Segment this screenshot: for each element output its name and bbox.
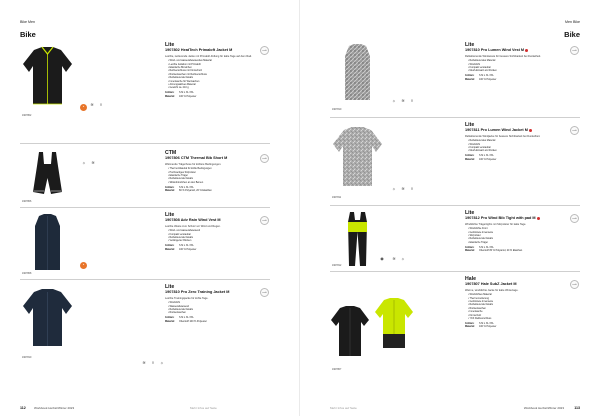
product-brand: Lite [465, 122, 475, 128]
right-category-title: Bike [564, 30, 580, 39]
meta-value: 100 % Polyester [179, 247, 197, 251]
water-drop-icon: ◊ [411, 98, 413, 103]
bullet: • Thermo-Isolierung [468, 297, 570, 300]
product-code: 1907802 [22, 114, 32, 117]
meta-value: S M L XL XXL [179, 244, 194, 248]
left-page-number: 112 [20, 406, 26, 410]
product-meta [165, 244, 270, 251]
product-name: 1907808 Adv Rain Wind Vest M [165, 218, 221, 222]
product-brand: Lite [165, 42, 175, 48]
bullet: • Elastische Bündchen [168, 66, 270, 69]
right-center-note: Mehr Infos auf Seite [330, 406, 357, 410]
product-image-alt [374, 294, 414, 354]
product-image [330, 210, 385, 268]
pad-icon: ◉ [380, 256, 384, 261]
product-code: 1907811 [332, 196, 342, 199]
water-drop-icon: ◊ [152, 360, 154, 365]
brand-logo: craft [260, 288, 269, 297]
meta-label: Größen: [165, 316, 175, 320]
bullet: • Wind- und wasserabweisend [168, 229, 270, 232]
bullet: • Reflektierende Details [168, 177, 270, 180]
product-code: 1907808 [22, 272, 32, 275]
product-brand: Hale [465, 276, 476, 282]
meta-label: Größen: [165, 244, 175, 248]
product-image-main [330, 302, 370, 362]
right-product-4 [330, 276, 580, 386]
meta-label: Material: [165, 319, 175, 323]
meta-value: S M L XL XXL [479, 74, 494, 78]
product-name [465, 216, 570, 221]
bullet: • Gewicht ca. 210 g [168, 86, 270, 89]
product-desc: Warme, winddichte Jacke für kalte Wintertage. [465, 289, 519, 292]
product-meta [165, 316, 270, 323]
left-product-2 [20, 150, 270, 208]
reflect-icon: ☼ [392, 186, 396, 191]
meta-value: S M L XL XXL [179, 185, 194, 189]
left-category-title: Bike [20, 30, 36, 39]
bullet: • Winddicht [168, 301, 270, 304]
wind-icon: ≋ [392, 256, 396, 261]
right-product-3 [330, 210, 580, 272]
bullet: • Rückentaschen [468, 307, 570, 310]
meta-value: Oberstoff 80 % Polyamid, 20 % Elasthan [479, 249, 523, 253]
meta-label: Größen: [465, 154, 475, 158]
bullet: • Kompakt verstaubar [468, 146, 570, 149]
new-icon [525, 49, 528, 52]
meta-value: S M L XL XXL [479, 245, 494, 249]
product-brand: CTM [165, 150, 177, 156]
bullet: • Reflektierende Details [468, 237, 570, 240]
product-text [465, 122, 570, 161]
meta-label: Material: [165, 189, 175, 193]
bullet: • Reflektierende Details [168, 76, 270, 79]
bullet: • Wasserabweisend [168, 305, 270, 308]
brand-logo: craft [260, 154, 269, 163]
bullet: • Mesh-Einsatz am Rücken [468, 69, 570, 72]
product-bullets [465, 293, 570, 320]
bullet: • Kompakt verstaubar [468, 66, 570, 69]
brand-logo: craft [260, 216, 269, 225]
bullet: • Elastische Träger [168, 174, 270, 177]
product-name: 1907806 CTM Thermal Bib Short M [165, 156, 228, 160]
bullet: • Rückentaschen [168, 311, 270, 314]
product-desc: Leichte Weste zum Schutz vor Wind und Regen. [165, 225, 221, 228]
product-bullets [465, 227, 570, 244]
bullet: • Innentasche für Wertsachen [168, 80, 270, 83]
left-product-3 [20, 212, 270, 280]
bullet: • Silikonbündchen an den Beinen [168, 181, 270, 184]
product-text [465, 210, 570, 252]
reflect-icon: ☼ [392, 98, 396, 103]
bullet: • Kompakt verstaubar [168, 233, 270, 236]
product-text [165, 212, 270, 251]
meta-value: S M L XL XXL [179, 316, 194, 320]
left-product-1 [20, 42, 270, 144]
meta-label: Material: [465, 157, 475, 161]
reflect-icon: ☼ [160, 360, 164, 365]
bullet: • Wind- und wasserabweisendes Material [168, 59, 270, 62]
product-desc: Wärmende Trägerhose für kühlere Bedingungen. [165, 163, 222, 166]
product-brand: Lite [465, 210, 475, 216]
product-bullets [165, 301, 270, 315]
right-product-2 [330, 122, 580, 206]
meta-value: 100 % Polyester [479, 325, 497, 329]
product-bullets [465, 139, 570, 153]
product-meta [465, 154, 570, 161]
reflect-icon: ☼ [82, 160, 86, 165]
product-image [330, 42, 385, 108]
product-name: 1907807 Hale SubZ Jacket M [465, 282, 517, 286]
bullet: • Thermo-Material für kühle Bedingungen [168, 167, 270, 170]
meta-label: Material: [465, 325, 475, 329]
bullet: • Reflektierende Details [468, 303, 570, 306]
meta-value: 100 % Polyester [179, 94, 197, 98]
product-name-text: 1907812 Pro Wind Bib Tight with pad M [465, 216, 536, 220]
right-footer-text: Workbook Herbst/Winter 2023 [523, 406, 564, 410]
meta-label: Material: [465, 77, 475, 81]
product-image [20, 150, 75, 202]
bullet: • Reflektierendes Material [468, 139, 570, 142]
product-code: 1907807 [332, 368, 342, 371]
brand-logo: craft [570, 214, 579, 223]
bullet: • Kinnschutz [468, 314, 570, 317]
product-text [165, 284, 270, 323]
brand-logo: craft [570, 280, 579, 289]
bullet: • YKK Reißverschluss [468, 317, 570, 320]
water-drop-icon: ◊ [100, 102, 102, 107]
meta-value: S M L XL XXL [479, 321, 494, 325]
feature-badge: ★ [80, 262, 87, 269]
meta-value: 100 % Polyester [479, 157, 497, 161]
water-drop-icon: ◊ [411, 186, 413, 191]
product-brand: Lite [465, 42, 475, 48]
product-image [20, 42, 75, 112]
product-brand: Lite [165, 212, 175, 218]
meta-value: Oberstoff 100 % Polyester [179, 319, 207, 323]
product-bullets [165, 59, 270, 90]
left-center-note: Mehr Infos auf Seite [190, 406, 217, 410]
wind-icon: ≋ [142, 360, 146, 365]
product-meta [165, 91, 270, 98]
bullet: • Leichte Isolation mit Primaloft [168, 63, 270, 66]
brand-logo: craft [570, 46, 579, 55]
meta-value: 100 % Polyester [479, 77, 497, 81]
bullet: • Hochwertiges Sitzpolster [168, 171, 270, 174]
product-brand: Lite [165, 284, 175, 290]
product-text [465, 276, 570, 329]
product-meta [165, 186, 270, 193]
meta-label: Größen: [165, 185, 175, 189]
bullet: • Atmungsaktives Material [168, 83, 270, 86]
meta-label: Größen: [465, 321, 475, 325]
product-name-text: 1907811 Pro Lumen Wind Jacket M [465, 128, 528, 132]
bullet: • Rückentaschen mit Reißverschluss [168, 73, 270, 76]
meta-label: Material: [165, 247, 175, 251]
product-meta [465, 246, 570, 253]
left-footer-text: Workbook Herbst/Winter 2023 [34, 406, 75, 410]
bullet: • Reflektierendes Material [468, 59, 570, 62]
product-name [465, 48, 570, 53]
product-desc: Leichte, isolierende Jacke mit Primaloft-Füllung für kalte Tage auf dem Rad. [165, 55, 252, 58]
product-name-text: 1907810 Pro Lumen Wind Vest M [465, 48, 525, 52]
bullet: • Mesh-Einsatz am Rücken [468, 149, 570, 152]
bullet: • Gebürstete Innenseite [468, 300, 570, 303]
meta-value: 80 % Polyamid, 20 % Elasthan [179, 189, 212, 193]
product-meta [465, 74, 570, 81]
meta-label: Größen: [465, 74, 475, 78]
bullet: • Winddichtes Material [468, 293, 570, 296]
new-icon [537, 217, 540, 220]
wind-icon: ≋ [401, 98, 405, 103]
product-text [165, 42, 270, 98]
bullet: • Reflektierende Details [168, 236, 270, 239]
meta-value: S M L XL XXL [479, 154, 494, 158]
bullet: • Sitzpolster [468, 234, 570, 237]
wind-icon: ≋ [91, 160, 95, 165]
left-product-4 [20, 284, 270, 388]
product-name [465, 128, 570, 133]
new-icon [529, 129, 532, 132]
bullet: • Innentasche [468, 310, 570, 313]
right-page-number: 113 [574, 406, 580, 410]
bullet: • Winddichte Front [468, 227, 570, 230]
product-code: 1907812 [332, 264, 342, 267]
bullet: • Winddicht [468, 143, 570, 146]
product-code: 1907810 [332, 108, 342, 111]
product-name: 1907810 Pro Zero Training Jacket M [165, 290, 230, 294]
product-image [330, 122, 385, 194]
product-name: 1907802 HeatTech Primaloft Jacket M [165, 48, 233, 52]
left-header-small: Bike Men [20, 20, 35, 24]
product-desc: Winddichte Trägertights mit Sitzpolster für kalte Tage. [465, 223, 527, 226]
bullet: • Reflektierende Details [168, 308, 270, 311]
brand-logo: craft [260, 46, 269, 55]
product-bullets [165, 229, 270, 243]
bullet: • Gebürstete Innenseite [468, 231, 570, 234]
product-text [465, 42, 570, 81]
feature-badge: ★ [80, 104, 87, 111]
meta-value: S M L XL XXL [179, 91, 194, 95]
bullet: • Elastische Träger [468, 241, 570, 244]
meta-label: Größen: [465, 245, 475, 249]
product-code: 1907806 [22, 200, 32, 203]
product-desc: Reflektierende Windjacke für bessere Sichtbarkeit bei Dunkelheit. [465, 135, 541, 138]
brand-logo: craft [570, 126, 579, 135]
product-bullets [465, 59, 570, 73]
right-product-1 [330, 42, 580, 118]
product-image [20, 284, 75, 354]
meta-label: Größen: [165, 91, 175, 95]
bullet: • Winddicht [468, 63, 570, 66]
product-image [20, 212, 75, 276]
bullet: • Reißverschluss mit Kinnschutz [168, 69, 270, 72]
product-desc: Reflektierende Windweste für bessere Sichtbarkeit bei Dunkelheit. [465, 55, 541, 58]
wind-icon: ≋ [90, 102, 94, 107]
wind-icon: ≋ [401, 186, 405, 191]
meta-label: Material: [165, 94, 175, 98]
meta-label: Material: [465, 249, 475, 253]
right-header-small: Men Bike [565, 20, 580, 24]
right-page [300, 0, 600, 416]
product-desc: Leichte Trainingsjacke für kühle Tage. [165, 297, 209, 300]
reflect-icon: ☼ [401, 256, 405, 261]
product-bullets [165, 167, 270, 184]
bullet: • Verlängerter Rücken [168, 239, 270, 242]
product-text [165, 150, 270, 192]
product-meta [465, 322, 570, 329]
product-code: 1907810 [22, 356, 32, 359]
